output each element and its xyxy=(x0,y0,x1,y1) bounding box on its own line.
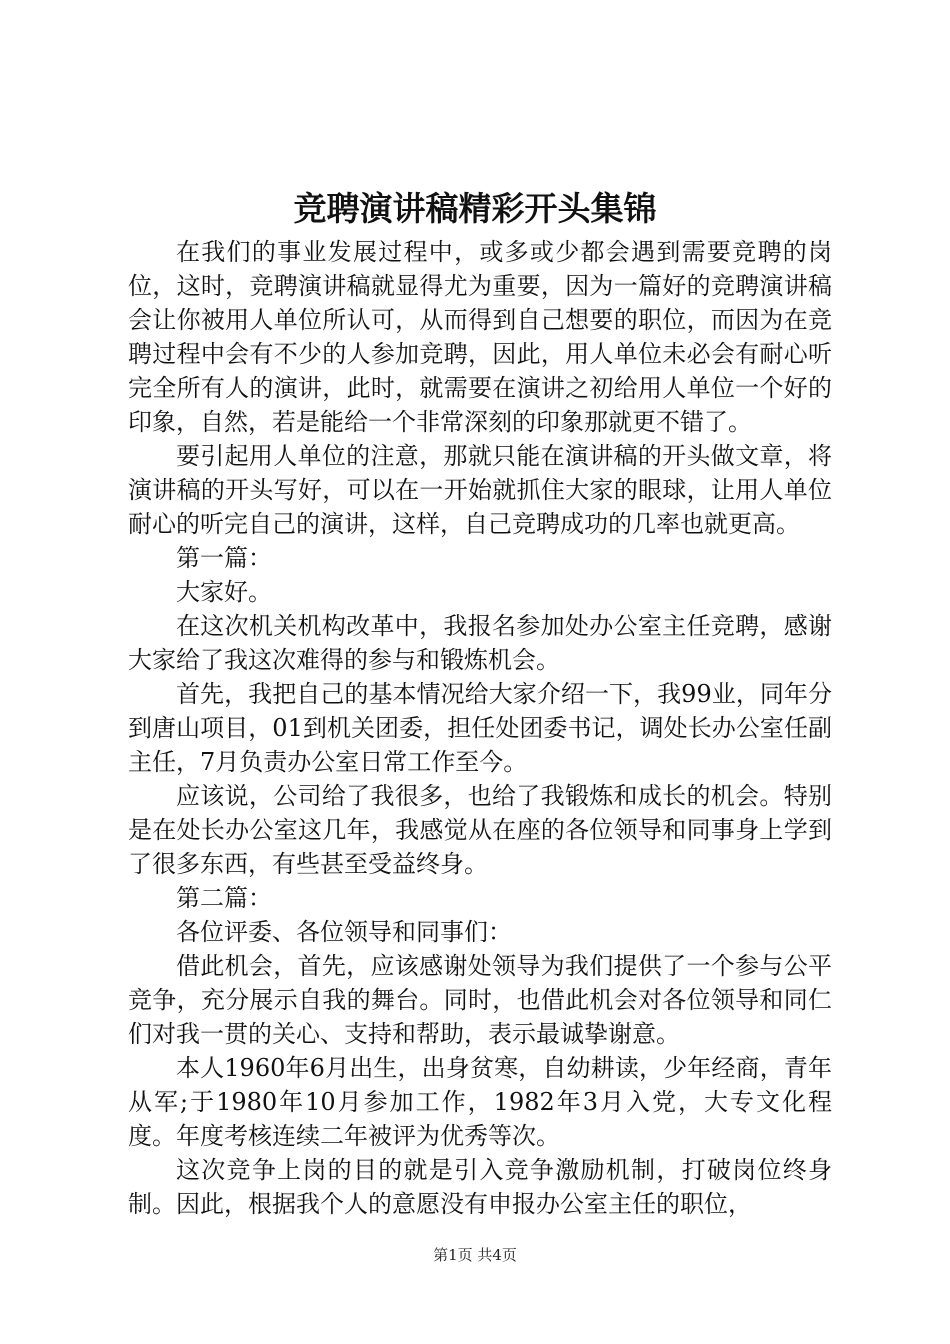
paragraph: 应该说，公司给了我很多，也给了我锻炼和成长的机会。特别是在处长办公室这几年，我感觉从在座的各位领导和同事身上学到了很多东西，有些甚至受益终身。 xyxy=(128,782,832,878)
paragraph: 这次竞争上岗的目的就是引入竞争激励机制，打破岗位终身制。因此，根据我个人的意愿没有申报办公室主任的职位， xyxy=(128,1156,832,1218)
paragraph: 在这次机关机构改革中，我报名参加处办公室主任竞聘，感谢大家给了我这次难得的参与和锻炼机会。 xyxy=(128,612,832,674)
paragraph: 首先，我把自己的基本情况给大家介绍一下，我99业，同年分到唐山项目，01到机关团委，担任处团委书记，调处长办公室任副主任，7月负责办公室日常工作至今。 xyxy=(128,680,832,776)
document-title: 竞聘演讲稿精彩开头集锦 xyxy=(293,189,657,228)
document-body xyxy=(128,235,832,1221)
paragraph: 在我们的事业发展过程中，或多或少都会遇到需要竞聘的岗位，这时，竞聘演讲稿就显得尤为重要，因为一篇好的竞聘演讲稿会让你被用人单位所认可，从而得到自己想要的职位，而因为在竞聘过程中会有不少的人参加竞聘，因此，用人单位未必会有耐心听完全所有人的演讲，此时，就需要在演讲之初给用人单位一个好的印象，自然，若是能给一个非常深刻的印象那就更不错了。 xyxy=(128,238,832,436)
paragraph: 借此机会，首先，应该感谢处领导为我们提供了一个参与公平竞争，充分展示自我的舞台。同时，也借此机会对各位领导和同仁们对我一贯的关心、支持和帮助，表示最诚挚谢意。 xyxy=(128,952,832,1048)
paragraph: 本人1960年6月出生，出身贫寒，自幼耕读，少年经商，青年从军;于1980年10月参加工作，1982年3月入党，大专文化程度。年度考核连续二年被评为优秀等次。 xyxy=(128,1054,832,1150)
paragraph: 各位评委、各位领导和同事们： xyxy=(176,918,512,946)
paragraph: 大家好。 xyxy=(176,578,272,606)
page-number: 第1页 共4页 xyxy=(433,1246,517,1264)
section-heading: 第二篇： xyxy=(176,884,272,912)
paragraph: 要引起用人单位的注意，那就只能在演讲稿的开头做文章，将演讲稿的开头写好，可以在一开始就抓住大家的眼球，让用人单位耐心的听完自己的演讲，这样，自己竞聘成功的几率也就更高。 xyxy=(128,442,832,538)
section-heading: 第一篇： xyxy=(176,544,272,572)
